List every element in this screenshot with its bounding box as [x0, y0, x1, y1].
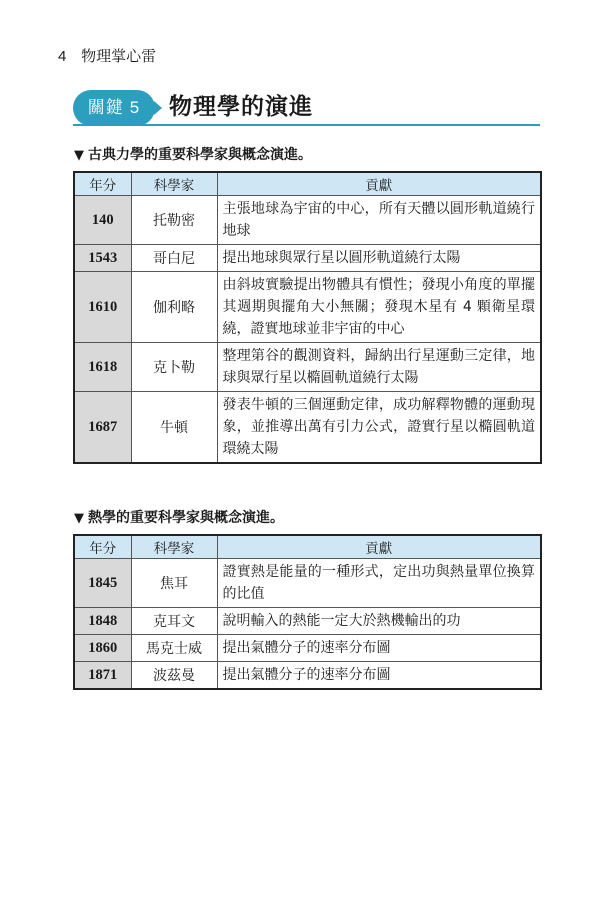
- year-cell: 1871: [74, 662, 131, 690]
- thermodynamics-table: [73, 534, 542, 690]
- key-point-heading: [73, 86, 540, 128]
- contribution-cell: 提出氣體分子的速率分布圖: [217, 662, 541, 690]
- badge-pointer-icon: [154, 101, 162, 115]
- contribution-cell: 提出氣體分子的速率分布圖: [217, 635, 541, 662]
- contribution-cell: 證實熱是能量的一種形式，定出功與熱量單位換算的比值: [217, 559, 541, 608]
- table-row: [74, 245, 541, 272]
- year-cell: 1848: [74, 608, 131, 635]
- scientist-cell: 馬克士威: [131, 635, 217, 662]
- table-row: [74, 392, 541, 464]
- section-heading-text: 古典力學的重要科學家與概念演進。: [88, 147, 312, 163]
- down-triangle-icon: ▼: [74, 148, 84, 163]
- page-number: 4: [58, 48, 67, 65]
- scientist-cell: 焦耳: [131, 559, 217, 608]
- contribution-cell: 整理第谷的觀測資料，歸納出行星運動三定律，地球與眾行星以橢圓軌道繞行太陽: [217, 343, 541, 392]
- year-cell: 1860: [74, 635, 131, 662]
- scientist-cell: 托勒密: [131, 196, 217, 245]
- year-cell: 1610: [74, 272, 131, 343]
- table-header-row: [74, 172, 541, 196]
- table-row: [74, 559, 541, 608]
- heading-rule: [73, 124, 540, 126]
- key-point-badge-number: 5: [129, 98, 141, 117]
- column-header-year: 年分: [74, 172, 131, 196]
- table-row: [74, 608, 541, 635]
- book-title: 物理掌心雷: [81, 47, 157, 65]
- running-header: [58, 45, 156, 66]
- table-row: [74, 272, 541, 343]
- column-header-year: 年分: [74, 535, 131, 559]
- table-header-row: [74, 535, 541, 559]
- contribution-cell: 主張地球為宇宙的中心，所有天體以圓形軌道繞行地球: [217, 196, 541, 245]
- scientist-cell: 伽利略: [131, 272, 217, 343]
- key-point-badge: [73, 90, 155, 126]
- contribution-cell: 由斜坡實驗提出物體具有慣性；發現小角度的單擺其週期與擺角大小無關；發現木星有 4 顆衛星環繞，證實地球並非宇宙的中心: [217, 272, 541, 343]
- scientist-cell: 克耳文: [131, 608, 217, 635]
- table-row: [74, 196, 541, 245]
- key-point-title: 物理學的演進: [169, 94, 313, 120]
- table-row: [74, 635, 541, 662]
- scientist-cell: 哥白尼: [131, 245, 217, 272]
- year-cell: 140: [74, 196, 131, 245]
- contribution-cell: 提出地球與眾行星以圓形軌道繞行太陽: [217, 245, 541, 272]
- key-point-badge-label: 關鍵: [87, 98, 124, 118]
- year-cell: 1543: [74, 245, 131, 272]
- scientist-cell: 波茲曼: [131, 662, 217, 690]
- table-row: [74, 343, 541, 392]
- mechanics-table: [73, 171, 542, 464]
- contribution-cell: 說明輸入的熱能一定大於熱機輸出的功: [217, 608, 541, 635]
- column-header-contribution: 貢獻: [217, 172, 541, 196]
- section-heading-thermodynamics: [74, 507, 284, 527]
- column-header-contribution: 貢獻: [217, 535, 541, 559]
- year-cell: 1687: [74, 392, 131, 464]
- year-cell: 1845: [74, 559, 131, 608]
- scientist-cell: 克卜勒: [131, 343, 217, 392]
- column-header-scientist: 科學家: [131, 535, 217, 559]
- section-heading-text: 熱學的重要科學家與概念演進。: [88, 510, 284, 526]
- year-cell: 1618: [74, 343, 131, 392]
- down-triangle-icon: ▼: [74, 511, 84, 526]
- column-header-scientist: 科學家: [131, 172, 217, 196]
- scientist-cell: 牛頓: [131, 392, 217, 464]
- table-row: [74, 662, 541, 690]
- contribution-cell: 發表牛頓的三個運動定律，成功解釋物體的運動現象，並推導出萬有引力公式，證實行星以橢圓軌道環繞太陽: [217, 392, 541, 464]
- section-heading-mechanics: [74, 144, 312, 164]
